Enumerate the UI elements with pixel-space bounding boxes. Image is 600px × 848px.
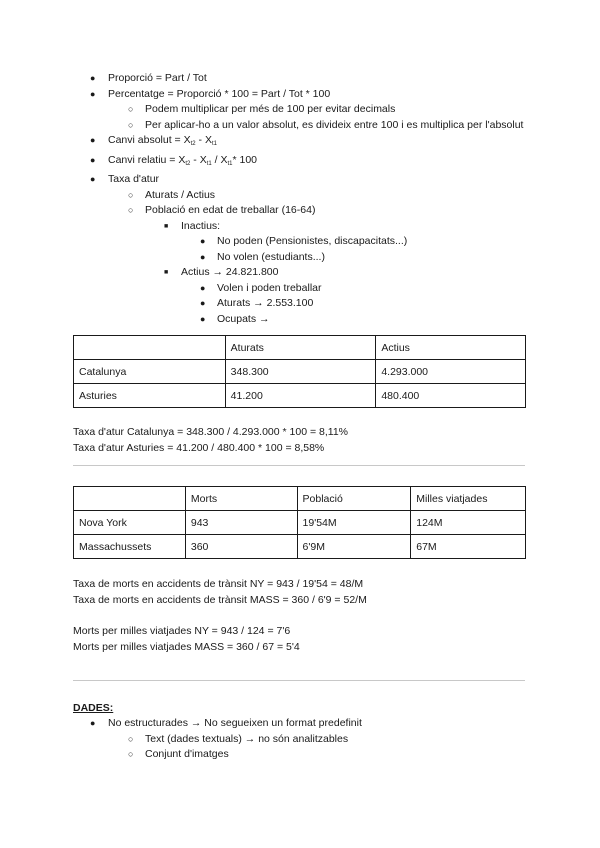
divider	[73, 680, 525, 681]
list-item: ○ Podem multiplicar per més de 100 per evitar decimals	[128, 103, 396, 115]
table-cell: Aturats	[225, 336, 376, 360]
table-header-row	[74, 336, 526, 360]
dades-bullet-list	[73, 716, 362, 763]
list-item: ● Ocupats →	[200, 312, 270, 325]
table-cell: 41.200	[225, 384, 376, 408]
list-item: ● No poden (Pensionistes, discapacitats...)	[200, 235, 408, 247]
section-heading-dades: DADES:	[73, 702, 114, 714]
list-item: ○ Conjunt d'imatges	[128, 748, 229, 760]
table-cell: Nova York	[74, 511, 186, 535]
table-cell: 480.400	[376, 384, 526, 408]
divider	[73, 465, 525, 466]
list-item: ○ Text (dades textuals) → no són analitzables	[128, 732, 349, 745]
table-cell: 6'9M	[297, 535, 411, 559]
unemployment-calculations	[73, 425, 348, 456]
traffic-table	[73, 486, 526, 559]
calc-line-catalunya: Taxa d'atur Catalunya = 348.300 / 4.293.000 * 100 = 8,11%	[73, 426, 349, 438]
table-cell: 124M	[411, 511, 526, 535]
list-item: ● No estructurades → No segueixen un format predefinit	[90, 717, 362, 729]
table-cell: 19'54M	[297, 511, 411, 535]
list-item: ● Percentatge = Proporció * 100 = Part / Tot * 100	[90, 87, 331, 100]
calc-line-asturies: Taxa d'atur Asturies = 41.200 / 480.400 * 100 = 8,58%	[73, 441, 325, 454]
table-row	[74, 535, 526, 559]
table-row	[74, 384, 526, 408]
table-cell: Milles viatjades	[411, 487, 526, 511]
table-cell	[74, 487, 186, 511]
table-row	[74, 360, 526, 384]
table-cell: 348.300	[225, 360, 376, 384]
list-item: ○ Per aplicar-ho a un valor absolut, es divideix entre 100 i es multiplica per l'absolut	[128, 118, 524, 131]
table-cell: Població	[297, 487, 411, 511]
list-item: ● Canvi absolut = $X_{t2} - X_{t1}$	[90, 134, 217, 147]
table-cell: Actius	[376, 336, 526, 360]
table-header-row	[74, 487, 526, 511]
list-item: ● Volen i poden treballar	[200, 281, 322, 294]
table-cell: 4.293.000	[376, 360, 526, 384]
list-item: ○ Aturats / Actius	[128, 188, 216, 201]
list-item: ● Canvi relatiu = $X_{t2} - X_{t1} / X_{t1}*$ 100	[90, 153, 258, 167]
table-cell: Catalunya	[74, 360, 226, 384]
calc-line-mass: Morts per milles viatjades MASS = 360 / 67 = 5'4	[73, 640, 300, 653]
calc-line-ny: Morts per milles viatjades NY = 943 / 124 = 7'6	[73, 625, 291, 637]
traffic-death-rate-calculations	[73, 577, 367, 608]
list-item: ● Aturats → 2.553.100	[200, 297, 314, 309]
list-item: ● No volen (estudiants...)	[200, 250, 325, 263]
table-row	[74, 511, 526, 535]
list-item: ○ Població en edat de treballar (16-64)	[128, 204, 316, 216]
list-item: ■ Inactius:	[164, 219, 221, 232]
list-item: ● Proporció = Part / Tot	[90, 72, 207, 84]
list-item: ● Taxa d'atur	[90, 173, 160, 185]
table-cell: 67M	[411, 535, 526, 559]
table-cell: 943	[185, 511, 297, 535]
top-bullet-list	[73, 71, 523, 327]
table-cell	[74, 336, 226, 360]
list-item: ■ Actius → 24.821.800	[164, 266, 279, 278]
unemployment-table	[73, 335, 526, 408]
calc-line-mass: Taxa de morts en accidents de trànsit MASS = 360 / 6'9 = 52/M	[73, 593, 367, 606]
table-cell: 360	[185, 535, 297, 559]
calc-line-ny: Taxa de morts en accidents de trànsit NY = 943 / 19'54 = 48/M	[73, 578, 364, 590]
table-cell: Massachussets	[74, 535, 186, 559]
table-cell: Morts	[185, 487, 297, 511]
table-cell: Asturies	[74, 384, 226, 408]
deaths-per-mile-calculations	[73, 624, 300, 655]
